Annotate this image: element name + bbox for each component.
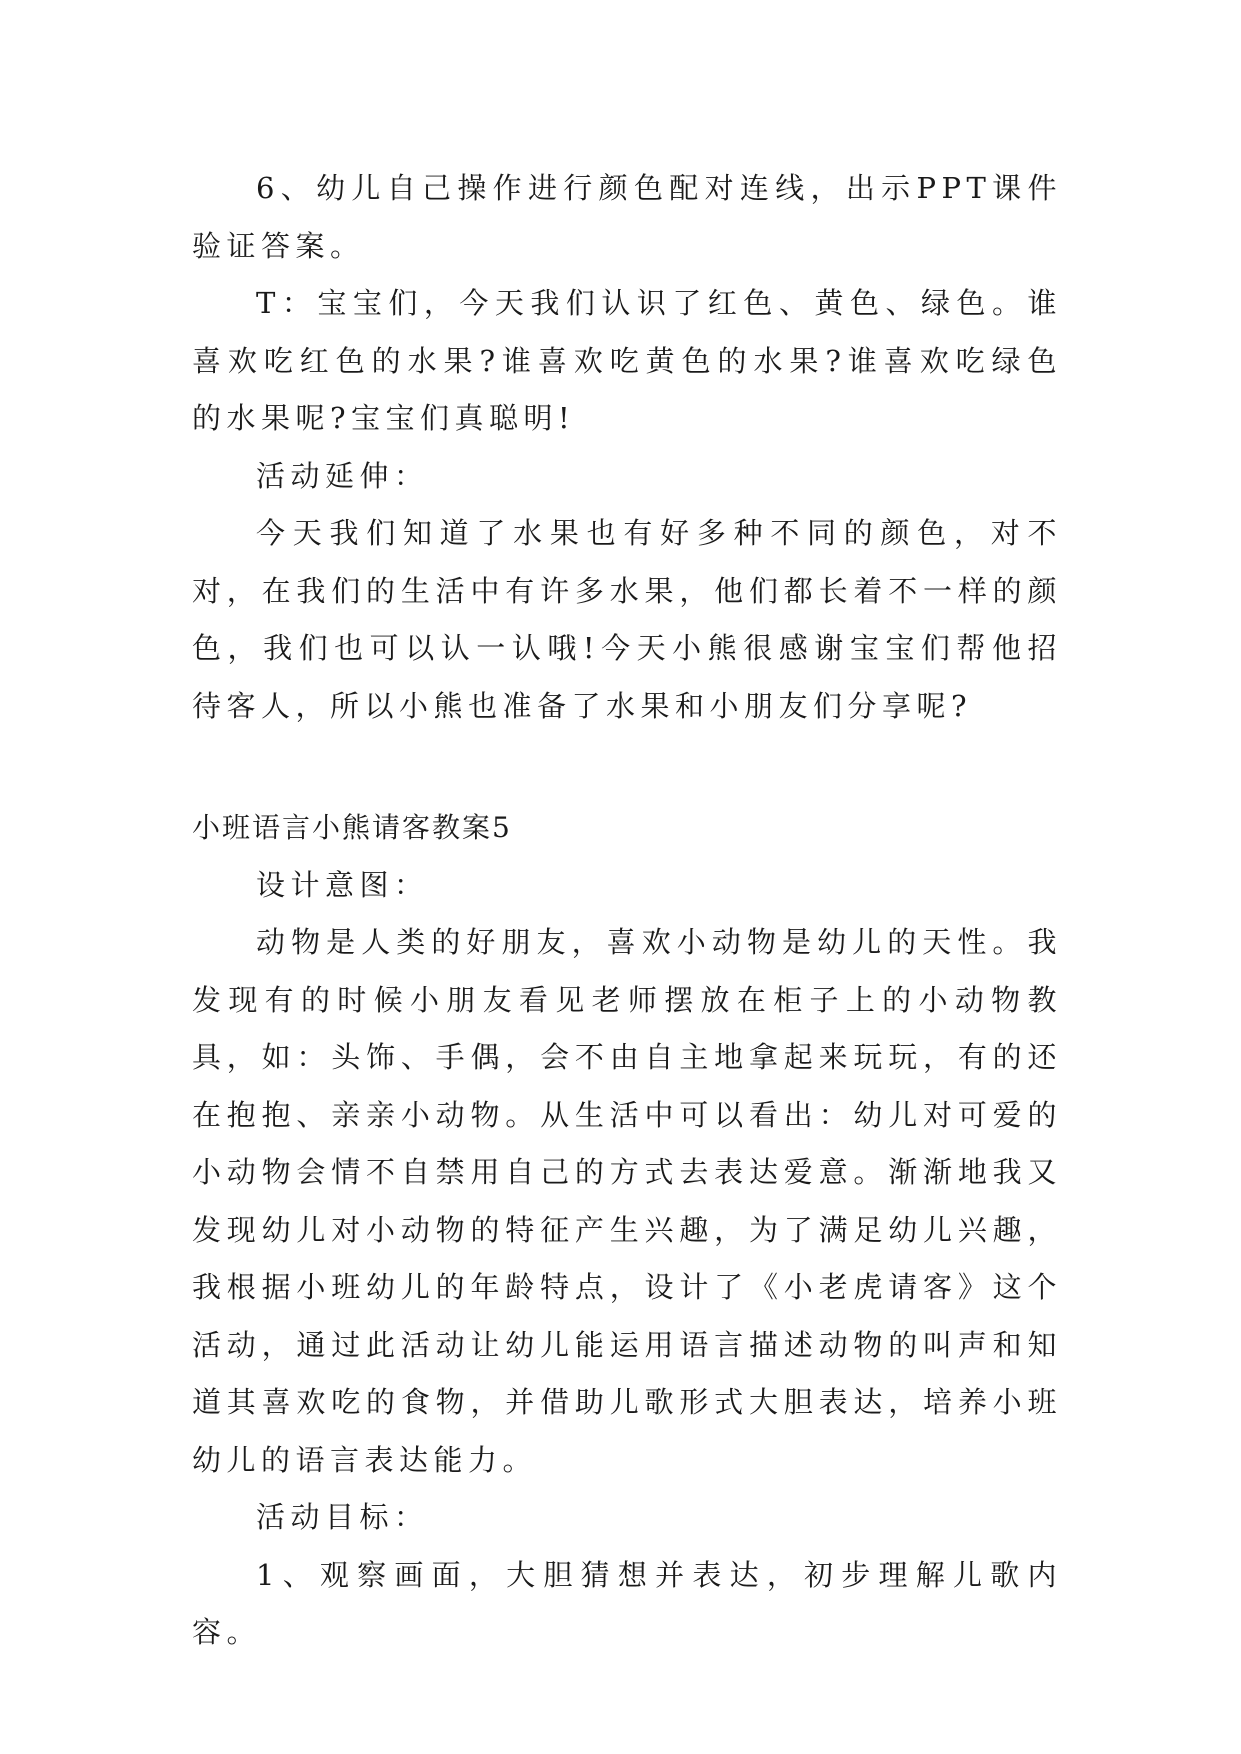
paragraph-activity-extension: 今天我们知道了水果也有好多种不同的颜色，对不对，在我们的生活中有许多水果，他们都长着不一样的颜色，我们也可以认一认哦!今天小熊很感谢宝宝们帮他招待客人，所以小熊也准备了水果和小朋友们分享呢? bbox=[192, 516, 1062, 723]
paragraph-goal-1: 1、观察画面，大胆猜想并表达，初步理解儿歌内容。 bbox=[192, 1557, 1062, 1649]
section-title: 小班语言小熊请客教案5 bbox=[192, 811, 512, 844]
paragraph-teacher-question: T：宝宝们，今天我们认识了红色、黄色、绿色。谁喜欢吃红色的水果?谁喜欢吃黄色的水果?谁喜欢吃绿色的水果呢?宝宝们真聪明! bbox=[192, 286, 1062, 435]
paragraph-step-6: 6、幼儿自己操作进行颜色配对连线，出示PPT课件验证答案。 bbox=[192, 171, 1062, 263]
heading-activity-goals: 活动目标： bbox=[256, 1500, 429, 1534]
document-body bbox=[192, 160, 1062, 1662]
heading-activity-extension: 活动延伸： bbox=[256, 458, 429, 493]
heading-design-intent: 设计意图： bbox=[256, 867, 429, 902]
paragraph-design-intent: 动物是人类的好朋友，喜欢小动物是幼儿的天性。我发现有的时候小朋友看见老师摆放在柜子上的小动物教具，如：头饰、手偶，会不由自主地拿起来玩玩，有的还在抱抱、亲亲小动物。从生活中可以看出：幼儿对可爱的小动物会情不自禁用自己的方式去表达爱意。渐渐地我又发现幼儿对小动物的特征产生兴趣，为了满足幼儿兴趣，我根据小班幼儿的年龄特点，设计了《小老虎请客》这个活动，通过此活动让幼儿能运用语言描述动物的叫声和知道其喜欢吃的食物，并借助儿歌形式大胆表达，培养小班幼儿的语言表达能力。 bbox=[192, 925, 1062, 1477]
